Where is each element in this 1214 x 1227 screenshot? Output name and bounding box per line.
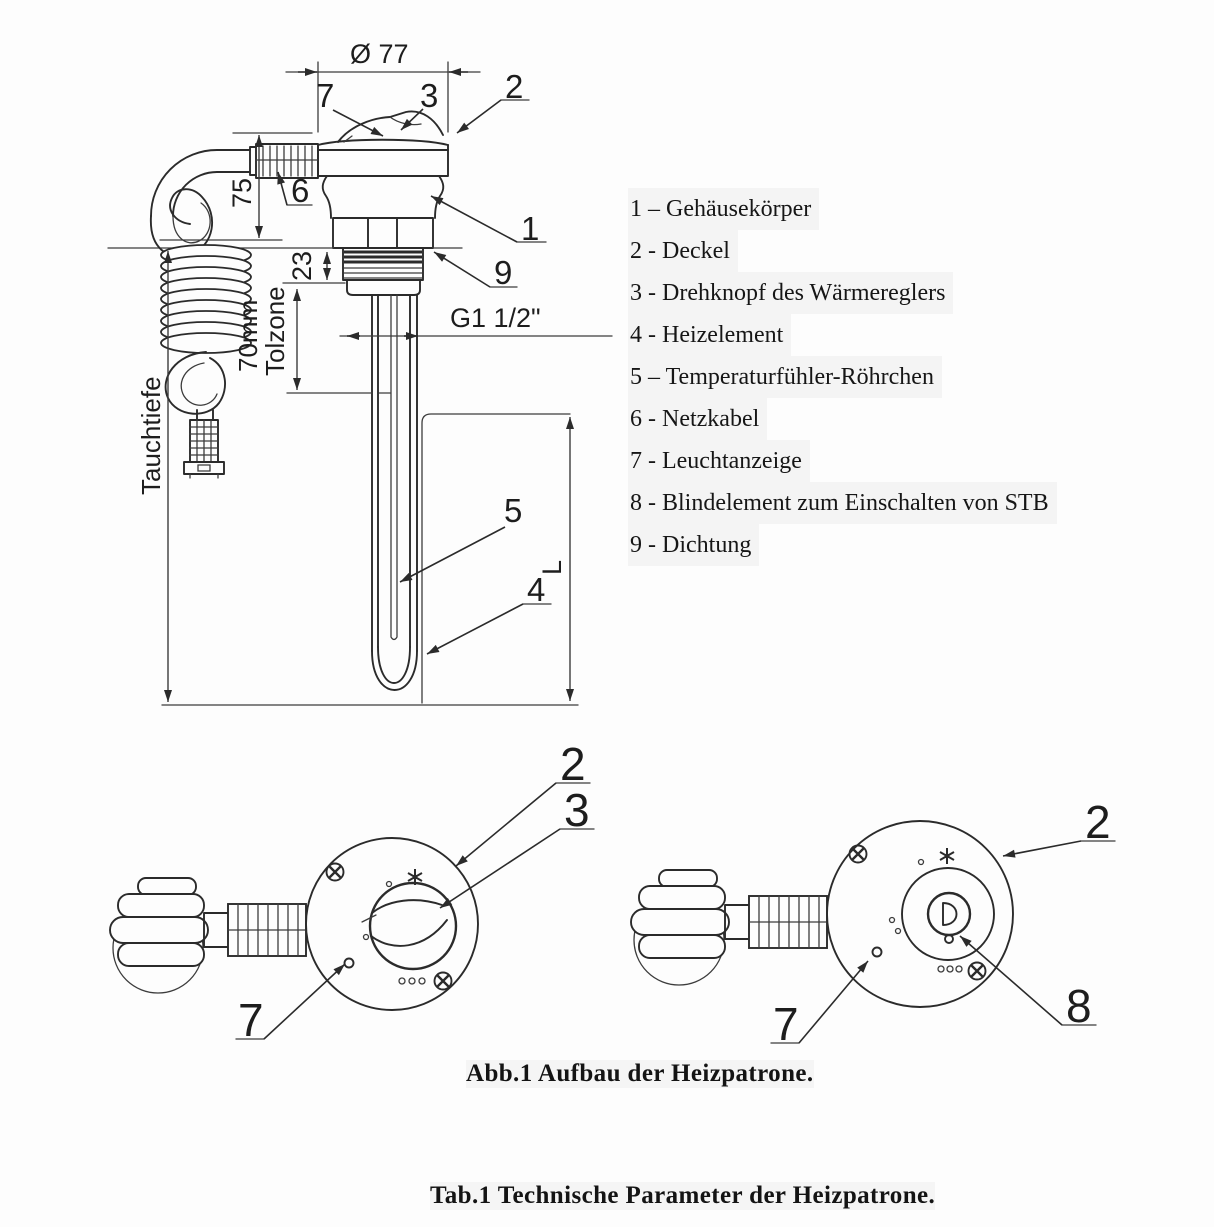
dial-dot	[409, 978, 415, 984]
callout-5: 5	[504, 492, 523, 529]
hex-nut	[333, 218, 433, 248]
legend-item-2: 2 - Deckel	[628, 230, 738, 272]
dimension-thread-size	[340, 303, 612, 336]
legend-item-5: 5 – Temperaturfühler-Röhrchen	[628, 356, 942, 398]
dial-mark	[890, 918, 895, 923]
blind-element-pin	[945, 935, 953, 943]
legend-item-3: 3 - Drehknopf des Wärmereglers	[628, 272, 953, 314]
callout-3: 3	[564, 784, 590, 836]
dial-mark	[896, 929, 901, 934]
dial-dot	[419, 978, 425, 984]
dial-mark	[364, 935, 369, 940]
callout-6: 6	[291, 172, 310, 209]
spindle-bushing	[928, 893, 970, 935]
dimension-element-length	[537, 417, 570, 701]
cap-profile	[318, 111, 448, 176]
dial-dot	[938, 966, 944, 972]
callout-1: 1	[521, 210, 540, 247]
tolerance-zone-label: Tolzone	[260, 286, 290, 376]
tolerance-zone-value: 70mm	[233, 299, 263, 372]
dial-dot	[399, 978, 405, 984]
legend-item-8: 8 - Blindelement zum Einschalten von STB	[628, 482, 1057, 524]
spindle-d-shaft	[943, 903, 957, 925]
housing-body	[323, 176, 444, 218]
dimension-tolerance-zone	[233, 286, 372, 393]
immersion-depth-label: Tauchtiefe	[136, 376, 166, 495]
dial-dot	[947, 966, 953, 972]
dial-dot	[956, 966, 962, 972]
legend-item-4: 4 - Heizelement	[628, 314, 791, 356]
callout-4: 4	[527, 571, 546, 608]
knob-recess	[902, 868, 994, 960]
callout-2: 2	[505, 68, 524, 105]
dial-mark	[387, 882, 392, 887]
cover-outline	[827, 821, 1013, 1007]
callout-7: 7	[316, 77, 335, 114]
main-side-view	[108, 39, 612, 705]
callout-8: 8	[1066, 980, 1092, 1032]
indicator-light	[873, 948, 882, 957]
heating-element-tubes	[372, 295, 417, 690]
thread-seal	[343, 248, 423, 295]
thread-height-value: 23	[287, 250, 317, 281]
parts-legend	[628, 188, 1057, 566]
callout-7: 7	[773, 998, 799, 1050]
thread-size-value: G1 1/2"	[450, 303, 541, 333]
indicator-light	[345, 959, 354, 968]
callout-9: 9	[494, 254, 513, 291]
figure-caption: Abb.1 Aufbau der Heizpatrone.	[466, 1060, 814, 1087]
callout-3: 3	[420, 77, 439, 114]
legend-item-1: 1 – Gehäusekörper	[628, 188, 819, 230]
cable-bend-value: 75	[227, 177, 257, 208]
dimension-23	[283, 251, 345, 283]
callout-2: 2	[560, 738, 586, 790]
callouts-knob-view	[236, 738, 594, 1046]
element-length-label: L	[537, 559, 567, 575]
callout-2: 2	[1085, 796, 1111, 848]
dial-mark	[919, 860, 924, 865]
legend-item-6: 6 - Netzkabel	[628, 398, 767, 440]
table-caption: Tab.1 Technische Parameter der Heizpatrone.	[430, 1182, 936, 1209]
diameter-value: Ø 77	[350, 39, 409, 69]
legend-item-7: 7 - Leuchtanzeige	[628, 440, 810, 482]
legend-item-9: 9 - Dichtung	[628, 524, 759, 566]
cable-loop-and-plug	[166, 352, 225, 478]
bottom-view-with-knob	[110, 738, 594, 1046]
bottom-view-blind-element	[631, 796, 1115, 1050]
callout-7: 7	[238, 994, 264, 1046]
